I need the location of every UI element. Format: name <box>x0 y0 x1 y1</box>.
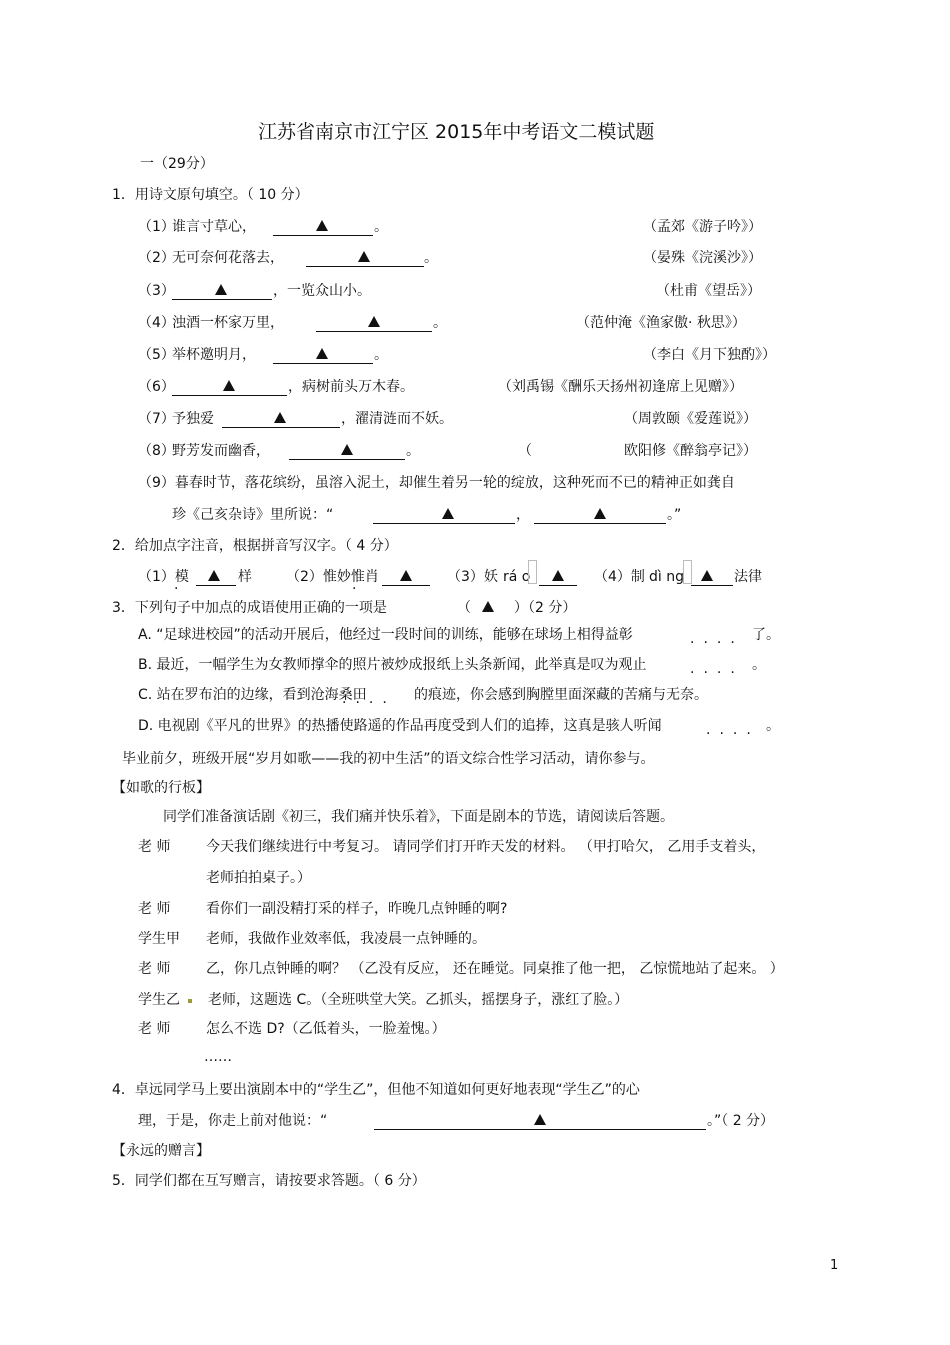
q2-part-text: （2）惟妙惟肖 <box>286 569 379 585</box>
activity-intro: 毕业前夕，班级开展“岁月如歌——我的初中生活”的语文综合性学习活动，请你参与。 <box>122 751 655 767</box>
q1-item-source: （孟郊《游子吟》） <box>643 219 762 235</box>
emphasis-dots: ···· <box>342 695 396 711</box>
triangle-icon <box>594 508 606 519</box>
option-b: 。 <box>752 657 766 673</box>
q1-item-9-text: ， <box>516 507 530 523</box>
script-role: 学生甲 <box>138 931 180 947</box>
q2-part-text: （3）妖 <box>447 569 498 585</box>
q1-item-9-text: 珍《己亥杂诗》里所说：“ <box>172 507 334 523</box>
section-heading: 一（29分） <box>140 156 214 172</box>
option-d: D. 电视剧《平凡的世界》的热播使路遥的作品再度受到人们的追捧，这真是骇人听闻 <box>138 718 662 734</box>
q1-item-text: 无可奈何花落去， <box>172 250 284 266</box>
option-c: 的痕迹，你会感到胸膛里面深藏的苦痛与无奈。 <box>414 687 708 703</box>
question-4-stem: 4．卓远同学马上要出演剧本中的“学生乙”，但他不知道如何更好地表现“学生乙”的心 <box>112 1082 640 1098</box>
q1-item-number: （2） <box>138 250 175 266</box>
triangle-icon <box>358 251 370 262</box>
q1-item-text: 。 <box>374 347 388 363</box>
q1-item-text: 予独爱 <box>172 411 214 427</box>
triangle-icon <box>316 220 328 231</box>
q1-item-number: （4） <box>138 315 175 331</box>
triangle-icon <box>552 570 564 581</box>
script-role: 学生乙 <box>138 992 180 1008</box>
triangle-icon <box>534 1114 546 1125</box>
triangle-icon <box>400 570 412 581</box>
question-3-stem: 3．下列句子中加点的成语使用正确的一项是 <box>112 600 387 616</box>
q1-item-number: （6） <box>138 379 175 395</box>
q2-part-text: （4）制 <box>594 569 645 585</box>
q1-item-source: （杜甫《望岳》） <box>656 283 761 299</box>
q2-part-text: 法律 <box>734 569 762 585</box>
script-line: 今天我们继续进行中考复习。 请同学们打开昨天发的材料。 （甲打哈欠， 乙用手支着头， <box>206 839 766 855</box>
q1-item-source: （周敦颐《爱莲说》） <box>624 411 757 427</box>
q1-item-source: （晏殊《浣溪沙》） <box>643 250 762 266</box>
script-ellipsis: …… <box>204 1049 232 1065</box>
q1-item-number: （1） <box>138 219 175 235</box>
triangle-icon <box>208 570 220 581</box>
q1-item-text: 。 <box>406 443 420 459</box>
question-4-stem: 。”（ 2 分） <box>707 1113 775 1129</box>
mark-dot <box>188 999 192 1003</box>
q1-item-source: （范仲淹《渔家傲· 秋思》） <box>576 315 746 331</box>
q1-item-text: 野芳发而幽香， <box>172 443 270 459</box>
q1-item-source: （李白《月下独酌》） <box>643 347 776 363</box>
emphasis-dots: ···· <box>690 635 744 651</box>
q2-pinyin: dì ng <box>649 569 684 585</box>
script-line: 看你们一副没精打采的样子，昨晚几点钟睡的啊? <box>206 901 508 917</box>
script-line: 老师，这题选 C。（全班哄堂大笑。乙抓头，摇摆身子，涨红了脸。） <box>208 992 629 1008</box>
q1-item-text: ，濯清涟而不妖。 <box>341 411 453 427</box>
q2-pinyin: rá o <box>503 569 531 585</box>
emphasis-dot: · <box>174 581 188 597</box>
subsection-heading: 【永远的赠言】 <box>112 1143 210 1159</box>
question-2-stem: 2．给加点字注音，根据拼音写汉字。（ 4 分） <box>112 538 398 554</box>
q1-item-9-text: （9）暮春时节，落花缤纷，虽溶入泥土，却催生着另一轮的绽放，这种死而不已的精神正如龚自 <box>138 475 735 491</box>
q1-item-number: （5） <box>138 347 175 363</box>
emphasis-dot: · <box>352 581 366 597</box>
emphasis-dots: ···· <box>706 726 760 742</box>
triangle-icon <box>215 284 227 295</box>
page-number: 1 <box>830 1258 839 1273</box>
question-3-stem: ）（2 分） <box>514 600 577 616</box>
triangle-icon <box>442 508 454 519</box>
question-1-stem: 1．用诗文原句填空。（ 10 分） <box>112 187 309 203</box>
question-4-stem: 理，于是，你走上前对他说：“ <box>138 1113 328 1129</box>
script-role: 老 师 <box>138 961 171 977</box>
q1-item-text: 。 <box>374 219 388 235</box>
question-5-stem: 5．同学们都在互写赠言，请按要求答题。（ 6 分） <box>112 1173 426 1189</box>
q1-item-text: ，一览众山小。 <box>273 283 371 299</box>
script-line: 老师拍拍桌子。） <box>206 870 311 886</box>
triangle-icon <box>316 348 328 359</box>
box-mark <box>528 560 537 584</box>
page-title: 江苏省南京市江宁区 2015年中考语文二模试题 <box>258 121 655 143</box>
script-role: 老 师 <box>138 839 171 855</box>
triangle-icon <box>274 412 286 423</box>
q1-item-text: 举杯邀明月， <box>172 347 256 363</box>
script-line: 怎么不选 D?（乙低着头，一脸羞愧。） <box>206 1021 446 1037</box>
script-intro: 同学们准备演话剧《初三，我们痛并快乐着》，下面是剧本的节选，请阅读后答题。 <box>163 809 674 825</box>
q1-item-number: （3） <box>138 283 175 299</box>
q1-item-source: （ <box>518 443 532 459</box>
q2-part-text: （1）模 <box>138 569 189 585</box>
script-line: 乙，你几点钟睡的啊？ （乙没有反应， 还在睡觉。同桌推了他一把， 乙惊慌地站了起来。 ） <box>206 961 784 977</box>
q1-item-text: 谁言寸草心， <box>172 219 256 235</box>
triangle-icon <box>223 380 235 391</box>
q1-item-text: ，病树前头万木春。 <box>288 379 414 395</box>
question-3-stem: （ <box>457 600 471 616</box>
option-d: 。 <box>766 718 780 734</box>
script-line: 老师，我做作业效率低，我凌晨一点钟睡的。 <box>206 931 486 947</box>
subsection-heading: 【如歌的行板】 <box>112 780 210 796</box>
q1-item-text: 。 <box>433 315 447 331</box>
triangle-icon <box>701 570 713 581</box>
q1-item-source: 欧阳修《醉翁亭记》） <box>624 443 757 459</box>
option-c: C. 站在罗布泊的边缘，看到沧海桑田 <box>138 687 367 703</box>
option-a: A. “足球进校园”的活动开展后，他经过一段时间的训练，能够在球场上相得益彰 <box>138 627 633 643</box>
emphasis-dots: ···· <box>690 665 744 681</box>
option-b: B. 最近，一幅学生为女教师撑伞的照片被炒成报纸上头条新闻，此举真是叹为观止 <box>138 657 647 673</box>
script-role: 老 师 <box>138 901 171 917</box>
q2-part-text: 样 <box>238 569 252 585</box>
triangle-icon <box>368 316 380 327</box>
q1-item-text: 。 <box>424 250 438 266</box>
q1-item-number: （7） <box>138 411 175 427</box>
q1-item-9-text: 。” <box>667 507 682 523</box>
triangle-icon <box>341 444 353 455</box>
q1-item-text: 浊酒一杯家万里， <box>172 315 284 331</box>
q1-item-number: （8） <box>138 443 175 459</box>
q1-item-source: （刘禹锡《酬乐天扬州初逢席上见赠》） <box>498 379 743 395</box>
option-a: 了。 <box>752 627 780 643</box>
script-role: 老 师 <box>138 1021 171 1037</box>
triangle-icon <box>482 601 494 612</box>
